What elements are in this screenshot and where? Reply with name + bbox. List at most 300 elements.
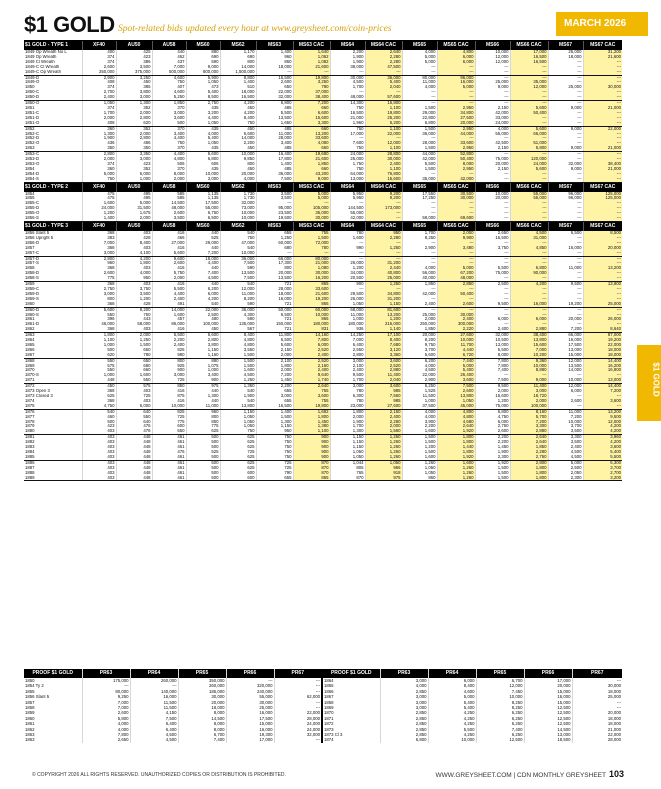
price-cell: 1,200 — [475, 399, 510, 404]
price-cell: 8,000 — [178, 721, 226, 726]
price-cell: 1,350 — [220, 384, 256, 389]
row-label: 1856 Slant 5 — [25, 694, 50, 700]
price-cell: 10,000 — [220, 216, 256, 221]
price-cell: --- — [510, 261, 548, 266]
price-cell: 25,000 — [365, 276, 402, 281]
price-cell: 650 — [116, 358, 152, 363]
price-cell: 3,250 — [293, 80, 330, 85]
price-cell: 3,700 — [548, 424, 583, 429]
price-cell: 7,400 — [186, 271, 220, 276]
price-cell: 9,850 — [220, 157, 256, 162]
price-cell: 416 — [152, 231, 186, 236]
price-cell: 1,850 — [402, 327, 437, 332]
price-cell: --- — [548, 80, 583, 85]
price-cell: 44,000 — [437, 132, 475, 137]
price-cell: 1,135 — [186, 196, 220, 201]
price-cell: 1,500 — [402, 450, 437, 455]
price-cell: --- — [510, 95, 548, 100]
price-cell: --- — [510, 241, 548, 246]
price-cell: --- — [548, 211, 583, 216]
price-cell: 448 — [82, 378, 116, 383]
row-label: 1849-C Cl Wreath — [25, 64, 60, 69]
price-cell: 2,880 — [365, 368, 402, 373]
price-cell: --- — [548, 404, 583, 409]
price-cell: 3,300 — [548, 435, 583, 440]
column-header: PR67 — [274, 669, 322, 678]
column-header: MS62 — [220, 182, 256, 192]
price-cell: 440 — [186, 231, 220, 236]
price-cell: 6,500 — [548, 231, 583, 236]
price-cell: 575 — [82, 364, 116, 369]
price-cell: 2,760 — [510, 455, 548, 460]
price-cell: 2,600 — [437, 302, 475, 307]
price-cell: 2,200 — [475, 435, 510, 440]
column-header: MS64 — [330, 222, 365, 232]
price-cell: 966 — [365, 466, 402, 471]
price-cell: 925 — [152, 364, 186, 369]
price-cell: 6,600 — [220, 132, 256, 137]
price-cell: 383 — [82, 236, 116, 241]
row-label: 1884 — [25, 449, 35, 454]
price-cell: 1,800 — [256, 364, 293, 369]
price-cell: 13,500 — [220, 271, 256, 276]
price-cell: 10,000 — [220, 152, 256, 157]
price-cell: 3,000 — [330, 358, 365, 363]
price-cell: 5,800 — [510, 146, 548, 151]
price-cell: 1,050 — [186, 80, 220, 85]
price-cell: 100,000 — [510, 404, 548, 409]
price-cell: --- — [437, 251, 475, 256]
price-cell: 33,600 — [293, 136, 330, 141]
column-header: MS64 — [330, 182, 365, 192]
price-cell: --- — [510, 251, 548, 256]
price-cell: 775 — [186, 424, 220, 429]
price-cell: 5,950 — [330, 192, 365, 197]
price-cell: 450 — [220, 146, 256, 151]
price-cell: 3,800 — [186, 343, 220, 348]
price-cell: 435 — [186, 126, 220, 131]
price-cell: 1,500 — [220, 364, 256, 369]
price-cell: 408 — [82, 121, 116, 126]
price-cell: 1,700 — [330, 378, 365, 383]
price-cell: 2,160 — [365, 409, 402, 414]
price-cell: 8,000 — [152, 172, 186, 177]
price-cell: 64,000 — [330, 172, 365, 177]
price-cell: 5,600 — [82, 307, 116, 312]
price-cell: --- — [510, 206, 548, 211]
price-cell: 435 — [186, 146, 220, 151]
price-cell: 22,000 — [256, 90, 293, 95]
price-cell: 3,800 — [116, 90, 152, 95]
price-cell: 750 — [330, 146, 365, 151]
price-cell: --- — [475, 211, 510, 216]
price-cell: 985 — [365, 399, 402, 404]
price-cell: 9,000 — [548, 106, 583, 111]
price-cell: --- — [510, 172, 548, 177]
price-cell: 3,400 — [256, 141, 293, 146]
price-cell: --- — [583, 201, 622, 206]
row-label: 1863 — [25, 332, 35, 338]
price-cell: 1,260 — [437, 476, 475, 481]
price-cell: 1,200 — [365, 317, 402, 322]
price-cell: --- — [548, 101, 583, 106]
price-cell: 2,700 — [82, 90, 116, 95]
price-cell: 175,000 — [82, 678, 130, 683]
price-cell: 428 — [116, 302, 152, 307]
price-cell: 2,750 — [475, 424, 510, 429]
price-cell: 7,400 — [475, 368, 510, 373]
price-cell: 500 — [186, 435, 220, 440]
price-cell: 26,000 — [330, 261, 365, 266]
row-label: 1877 — [25, 414, 35, 419]
price-cell: 8,200 — [402, 338, 437, 343]
price-cell: --- — [330, 136, 365, 141]
price-cell: --- — [510, 256, 548, 261]
row-label: 1857 — [25, 245, 35, 250]
price-cell: --- — [365, 287, 402, 292]
price-cell: 2,640 — [293, 384, 330, 389]
price-cell: --- — [437, 211, 475, 216]
price-cell: 5,750 — [152, 271, 186, 276]
price-cell: --- — [437, 101, 475, 106]
price-cell: 5,900 — [186, 75, 220, 80]
row-label: 1854 — [25, 166, 35, 171]
price-cell: 2,000 — [152, 177, 186, 182]
price-cell: 12,500 — [524, 705, 572, 710]
row-label: 1866 — [25, 347, 35, 352]
price-cell: --- — [583, 276, 622, 281]
price-cell: 3,000 — [116, 95, 152, 100]
row-label: 1850 — [25, 678, 35, 683]
price-cell: 21,000 — [583, 106, 622, 111]
price-cell: --- — [437, 261, 475, 266]
price-cell: 11,000 — [402, 80, 437, 85]
price-cell: 22,000 — [274, 710, 322, 715]
price-cell: 1,800 — [82, 333, 116, 338]
price-cell: --- — [365, 70, 402, 75]
price-cell: 368 — [82, 302, 116, 307]
row-label: 1874 — [25, 398, 35, 403]
price-cell: 3,000 — [256, 394, 293, 399]
price-cell: 6,800 — [380, 737, 428, 742]
column-header: XF40 — [82, 222, 116, 232]
price-cell: 2,400 — [293, 368, 330, 373]
price-cell: --- — [330, 90, 365, 95]
price-cell: 660 — [293, 106, 330, 111]
price-cell: --- — [274, 737, 322, 742]
price-cell: --- — [475, 292, 510, 297]
price-cell: 12,000 — [476, 683, 524, 688]
price-cell: 24,000 — [330, 152, 365, 157]
price-cell: 750 — [256, 450, 293, 455]
price-cell: 461 — [152, 445, 186, 450]
price-cell: 1,200 — [402, 445, 437, 450]
price-cell: 12,000 — [475, 60, 510, 65]
price-cell: 725 — [256, 460, 293, 465]
price-cell: 1,250 — [220, 378, 256, 383]
column-header: MS66 CAC — [510, 222, 548, 232]
price-cell: 45,000 — [437, 404, 475, 409]
price-cell: 16,500 — [220, 95, 256, 100]
table-row — [24, 476, 622, 481]
price-cell: 150,000 — [256, 322, 293, 327]
price-cell: 5,400 — [428, 700, 476, 705]
price-cell: 640 — [116, 409, 152, 414]
price-cell: 403 — [116, 282, 152, 287]
price-cell: 440 — [186, 246, 220, 251]
price-cell: 990 — [330, 246, 365, 251]
price-cell: 550 — [82, 313, 116, 318]
price-cell: 800 — [186, 415, 220, 420]
price-cell: 19,200 — [548, 302, 583, 307]
price-cell: 1,800 — [330, 409, 365, 414]
row-label: 1849 Cl Wreath — [25, 59, 55, 64]
price-cell: --- — [437, 206, 475, 211]
price-cell: 6,000 — [437, 55, 475, 60]
price-cell: 475 — [82, 192, 116, 197]
price-cell: --- — [548, 177, 583, 182]
price-cell: 2,150 — [256, 348, 293, 353]
price-cell: 7,500 — [256, 177, 293, 182]
price-cell: 7,500 — [220, 261, 256, 266]
price-cell: 5,000 — [116, 201, 152, 206]
price-cell: 625 — [220, 455, 256, 460]
price-cell: 2,600 — [82, 65, 116, 70]
price-cell: 7,200 — [548, 415, 583, 420]
price-cell: 880 — [186, 358, 220, 363]
price-cell: 4,500 — [186, 276, 220, 281]
price-cell: 1,500 — [220, 353, 256, 358]
row-label: 1853-D — [25, 157, 40, 162]
price-cell: 32,000 — [256, 95, 293, 100]
price-cell: 403 — [82, 435, 116, 440]
price-cell: 374 — [82, 106, 116, 111]
price-cell: 5,600 — [510, 106, 548, 111]
price-cell: 1,960 — [330, 121, 365, 126]
price-cell: 13,000 — [524, 732, 572, 737]
price-cell: 1,920 — [475, 460, 510, 465]
price-cell: 50,000 — [256, 307, 293, 312]
price-cell: 540 — [220, 231, 256, 236]
price-cell: 2,400 — [437, 317, 475, 322]
price-cell: 13,000 — [548, 348, 583, 353]
price-cell: --- — [583, 206, 622, 211]
price-cell: 1,600 — [220, 368, 256, 373]
price-cell: 9,360 — [510, 358, 548, 363]
price-cell: 44,000 — [402, 152, 437, 157]
price-cell: 26,000 — [548, 50, 583, 55]
price-cell: 10,000 — [548, 420, 583, 425]
price-cell: --- — [510, 121, 548, 126]
row-label: 1863 — [25, 732, 35, 738]
price-cell: 12,000 — [548, 384, 583, 389]
price-cell: 18,000 — [583, 348, 622, 353]
price-cell: --- — [583, 292, 622, 297]
price-cell: --- — [437, 95, 475, 100]
price-cell: 55,000 — [186, 206, 220, 211]
price-cell: 1,082 — [293, 60, 330, 65]
row-label: 1863 — [25, 737, 35, 743]
price-cell: 17,550 — [402, 192, 437, 197]
price-cell: 4,200 — [583, 429, 622, 434]
price-cell: 1,600 — [402, 429, 437, 434]
price-cell: 22,000 — [583, 126, 622, 131]
price-cell: 11,000 — [256, 132, 293, 137]
price-cell: 476 — [152, 450, 186, 455]
price-cell: 260,000 — [130, 678, 178, 683]
price-cell: 370 — [152, 167, 186, 172]
price-cell: 18,720 — [510, 394, 548, 399]
price-cell: 40,800 — [365, 271, 402, 276]
row-label: 1856-D — [25, 240, 40, 245]
price-cell: 13,000 — [475, 343, 510, 348]
price-cell: 22,000 — [572, 732, 622, 737]
price-cell: 15,000 — [226, 721, 274, 726]
price-cell: --- — [475, 177, 510, 182]
price-cell: --- — [475, 322, 510, 327]
price-cell: --- — [274, 683, 322, 688]
price-cell: 4,100 — [116, 251, 152, 256]
price-cell: --- — [330, 201, 365, 206]
price-cell: --- — [548, 373, 583, 378]
price-cell: 21,000 — [330, 116, 365, 121]
price-cell: 30,000 — [572, 683, 622, 688]
price-cell: 550 — [116, 378, 152, 383]
price-cell: 20,000 — [402, 333, 437, 338]
price-cell: 1,200 — [82, 211, 116, 216]
price-cell: 2,950 — [437, 146, 475, 151]
price-cell: 4,500 — [330, 80, 365, 85]
row-label: 1876 — [25, 409, 35, 414]
section-title: $1 GOLD - TYPE 1 — [24, 41, 82, 50]
price-cell: 461 — [152, 466, 186, 471]
price-cell: --- — [475, 75, 510, 80]
price-cell: 3,700 — [402, 348, 437, 353]
price-cell: 2,800 — [510, 460, 548, 465]
price-cell: 1,450 — [293, 420, 330, 425]
price-cell: 6,720 — [437, 353, 475, 358]
price-cell: 11,700 — [437, 343, 475, 348]
price-cell: 1,150 — [220, 409, 256, 414]
price-cell: 6,400 — [130, 727, 178, 732]
price-cell: --- — [475, 65, 510, 70]
row-label: 1865 — [25, 342, 35, 347]
price-cell: 3,600 — [583, 445, 622, 450]
price-cell: 2,600 — [548, 399, 583, 404]
price-cell: 1,062 — [293, 55, 330, 60]
column-header: MS63 CAC — [293, 41, 330, 50]
price-cell: 9,900 — [437, 236, 475, 241]
price-cell: 4,150 — [130, 710, 178, 715]
price-cell: --- — [510, 101, 548, 106]
column-header: MS66 CAC — [510, 182, 548, 192]
price-cell: 403 — [82, 466, 116, 471]
price-cell: 9,000 — [548, 126, 583, 131]
price-cell: 900 — [293, 435, 330, 440]
price-cell: 6,250 — [476, 710, 524, 715]
price-cell: 8,400 — [365, 338, 402, 343]
row-label: 1861 — [25, 317, 35, 322]
table-row — [24, 404, 622, 409]
price-cell: 2,900 — [402, 246, 437, 251]
column-header: PR67 — [572, 669, 622, 678]
price-cell: --- — [583, 121, 622, 126]
price-cell: 625 — [220, 440, 256, 445]
price-cell: 4,500 — [510, 231, 548, 236]
price-cell: 725 — [116, 394, 152, 399]
price-cell: 28,000 — [274, 716, 322, 721]
price-cell: 4,200 — [510, 282, 548, 287]
price-cell: 2,000 — [152, 276, 186, 281]
price-cell: 2,200 — [330, 50, 365, 55]
price-cell: 19,800 — [293, 404, 330, 409]
column-header: AU50 — [116, 222, 152, 232]
price-cell: 4,000 — [402, 50, 437, 55]
price-cell: 660 — [293, 126, 330, 131]
price-cell: --- — [572, 700, 622, 705]
price-cell: 4,000 — [402, 409, 437, 414]
price-cell: 1,160 — [186, 353, 220, 358]
price-cell: 1,050 — [402, 471, 437, 476]
price-cell: 1,800 — [510, 466, 548, 471]
price-cell: 13,500 — [256, 276, 293, 281]
price-cell: 3,500 — [152, 216, 186, 221]
price-cell: --- — [475, 152, 510, 157]
price-cell: 7,600 — [330, 141, 365, 146]
price-cell: 3,500 — [548, 440, 583, 445]
price-cell: 300,000 — [437, 322, 475, 327]
price-cell: --- — [548, 256, 583, 261]
price-cell: 1,500 — [402, 440, 437, 445]
price-cell: 6,000 — [510, 317, 548, 322]
price-cell: 416 — [152, 246, 186, 251]
price-cell: --- — [583, 313, 622, 318]
price-cell: 550 — [82, 358, 116, 363]
price-cell: 750 — [256, 455, 293, 460]
price-cell: --- — [475, 216, 510, 221]
price-cell: 2,100 — [330, 364, 365, 369]
price-cell: 7,200 — [548, 327, 583, 332]
price-cell: 4,800 — [220, 343, 256, 348]
row-label: 1860-S — [25, 312, 39, 317]
price-cell: --- — [365, 256, 402, 261]
price-cell: 2,700 — [583, 471, 622, 476]
price-cell: 11,500 — [402, 394, 437, 399]
price-cell: 1,250 — [256, 236, 293, 241]
price-cell: 4,000 — [402, 364, 437, 369]
price-cell: 460 — [82, 415, 116, 420]
price-cell: 985 — [365, 389, 402, 394]
price-cell: 1,500 — [220, 358, 256, 363]
price-cell: 4,800 — [437, 409, 475, 414]
price-cell: 655 — [256, 231, 293, 236]
price-cell: 600 — [152, 424, 186, 429]
price-cell: 6,300 — [583, 460, 622, 465]
price-cell: 3,000 — [116, 157, 152, 162]
row-label: 1855 — [25, 196, 35, 201]
price-cell: --- — [548, 141, 583, 146]
price-cell: 1,000 — [82, 343, 116, 348]
price-cell: 3,000 — [380, 705, 428, 710]
price-cell: --- — [548, 116, 583, 121]
price-cell: 374 — [82, 60, 116, 65]
price-cell: 13,800 — [220, 404, 256, 409]
price-cell: 448 — [116, 466, 152, 471]
price-cell: 606 — [186, 162, 220, 167]
row-label: 1856 Slant 5 — [25, 231, 50, 235]
price-cell: 9,000 — [293, 177, 330, 182]
price-cell: 5,500 — [475, 266, 510, 271]
